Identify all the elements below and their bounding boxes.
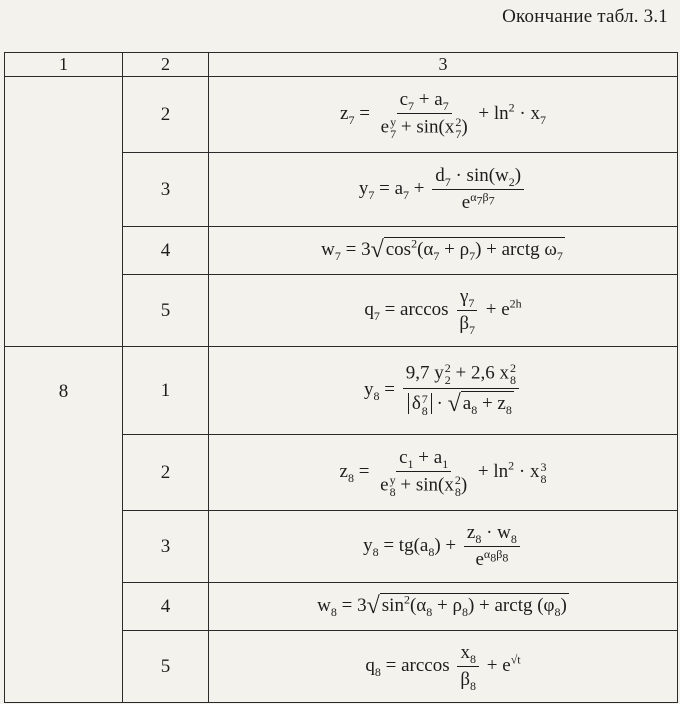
header-col-1: 1 xyxy=(5,53,123,77)
formula-cell xyxy=(209,435,678,511)
variant-cell xyxy=(5,77,123,347)
table-row xyxy=(5,347,678,435)
formula: $q_8 = \arccos$ $\frac{x_8}{\beta_8}$ + $e^{√t}$ xyxy=(365,642,521,693)
table-header-row xyxy=(5,53,678,77)
row-number: 3 xyxy=(123,511,209,583)
header-col-2: 2 xyxy=(123,53,209,77)
formula-cell xyxy=(209,227,678,275)
formula: $z_7$ = $c_7 + a_7$ e y 7 + sin(x 2 7 ) + $\ln^2 \cdot x_7$ xyxy=(340,89,546,141)
formula-cell xyxy=(209,631,678,703)
table-caption: Окончание табл. 3.1 xyxy=(502,6,668,27)
formula: $z_8$ = $c_1 + a_1$ e y 8 + sin(x 2 8 ) + $\ln^2 \cdot x$ 3 8 xyxy=(339,447,547,499)
formula-cell xyxy=(209,275,678,347)
variant-cell: 8 xyxy=(5,347,123,703)
row-number: 1 xyxy=(123,347,209,435)
table-row xyxy=(5,77,678,153)
row-number: 5 xyxy=(123,631,209,703)
row-number: 4 xyxy=(123,227,209,275)
row-number: 4 xyxy=(123,583,209,631)
formula-cell xyxy=(209,77,678,153)
formula: $q_7 = \arccos$ $\frac{\gamma_7}{\beta_7}$ + $e^{2h}$ xyxy=(364,286,522,337)
formula: $w_7 = 3√$ $\cos^2(\alpha_7 + \rho_7)$ + arctg $\omega_7$ xyxy=(321,236,563,263)
formula: $y_8 = tg(a_8)$ + $\frac{z_8 \cdot w_8}{e^{\alpha_8\beta_8}}$ xyxy=(363,535,523,556)
formula: $w_8 = 3√$ $\sin^2(\alpha_8 + \rho_8)$ + arctg $(\varphi_8)$ xyxy=(317,592,567,619)
formula: $y_7 = a_7$ + $\frac{d_7 \cdot \sin(w_2)}{e^{\alpha_7\beta_7}}$ xyxy=(359,178,527,199)
formula-cell xyxy=(209,583,678,631)
row-number: 2 xyxy=(123,435,209,511)
formula: $y_8$ = 9,7 y 2 2 + 2,6 x 2 8 δ 7 8 · √ $a_8 + z_8$ xyxy=(364,379,522,400)
formula-cell xyxy=(209,153,678,227)
row-number: 2 xyxy=(123,77,209,153)
row-number: 5 xyxy=(123,275,209,347)
header-col-3: 3 xyxy=(209,53,678,77)
formula-cell xyxy=(209,511,678,583)
formula-cell xyxy=(209,347,678,435)
row-number: 3 xyxy=(123,153,209,227)
formula-table xyxy=(4,52,678,703)
